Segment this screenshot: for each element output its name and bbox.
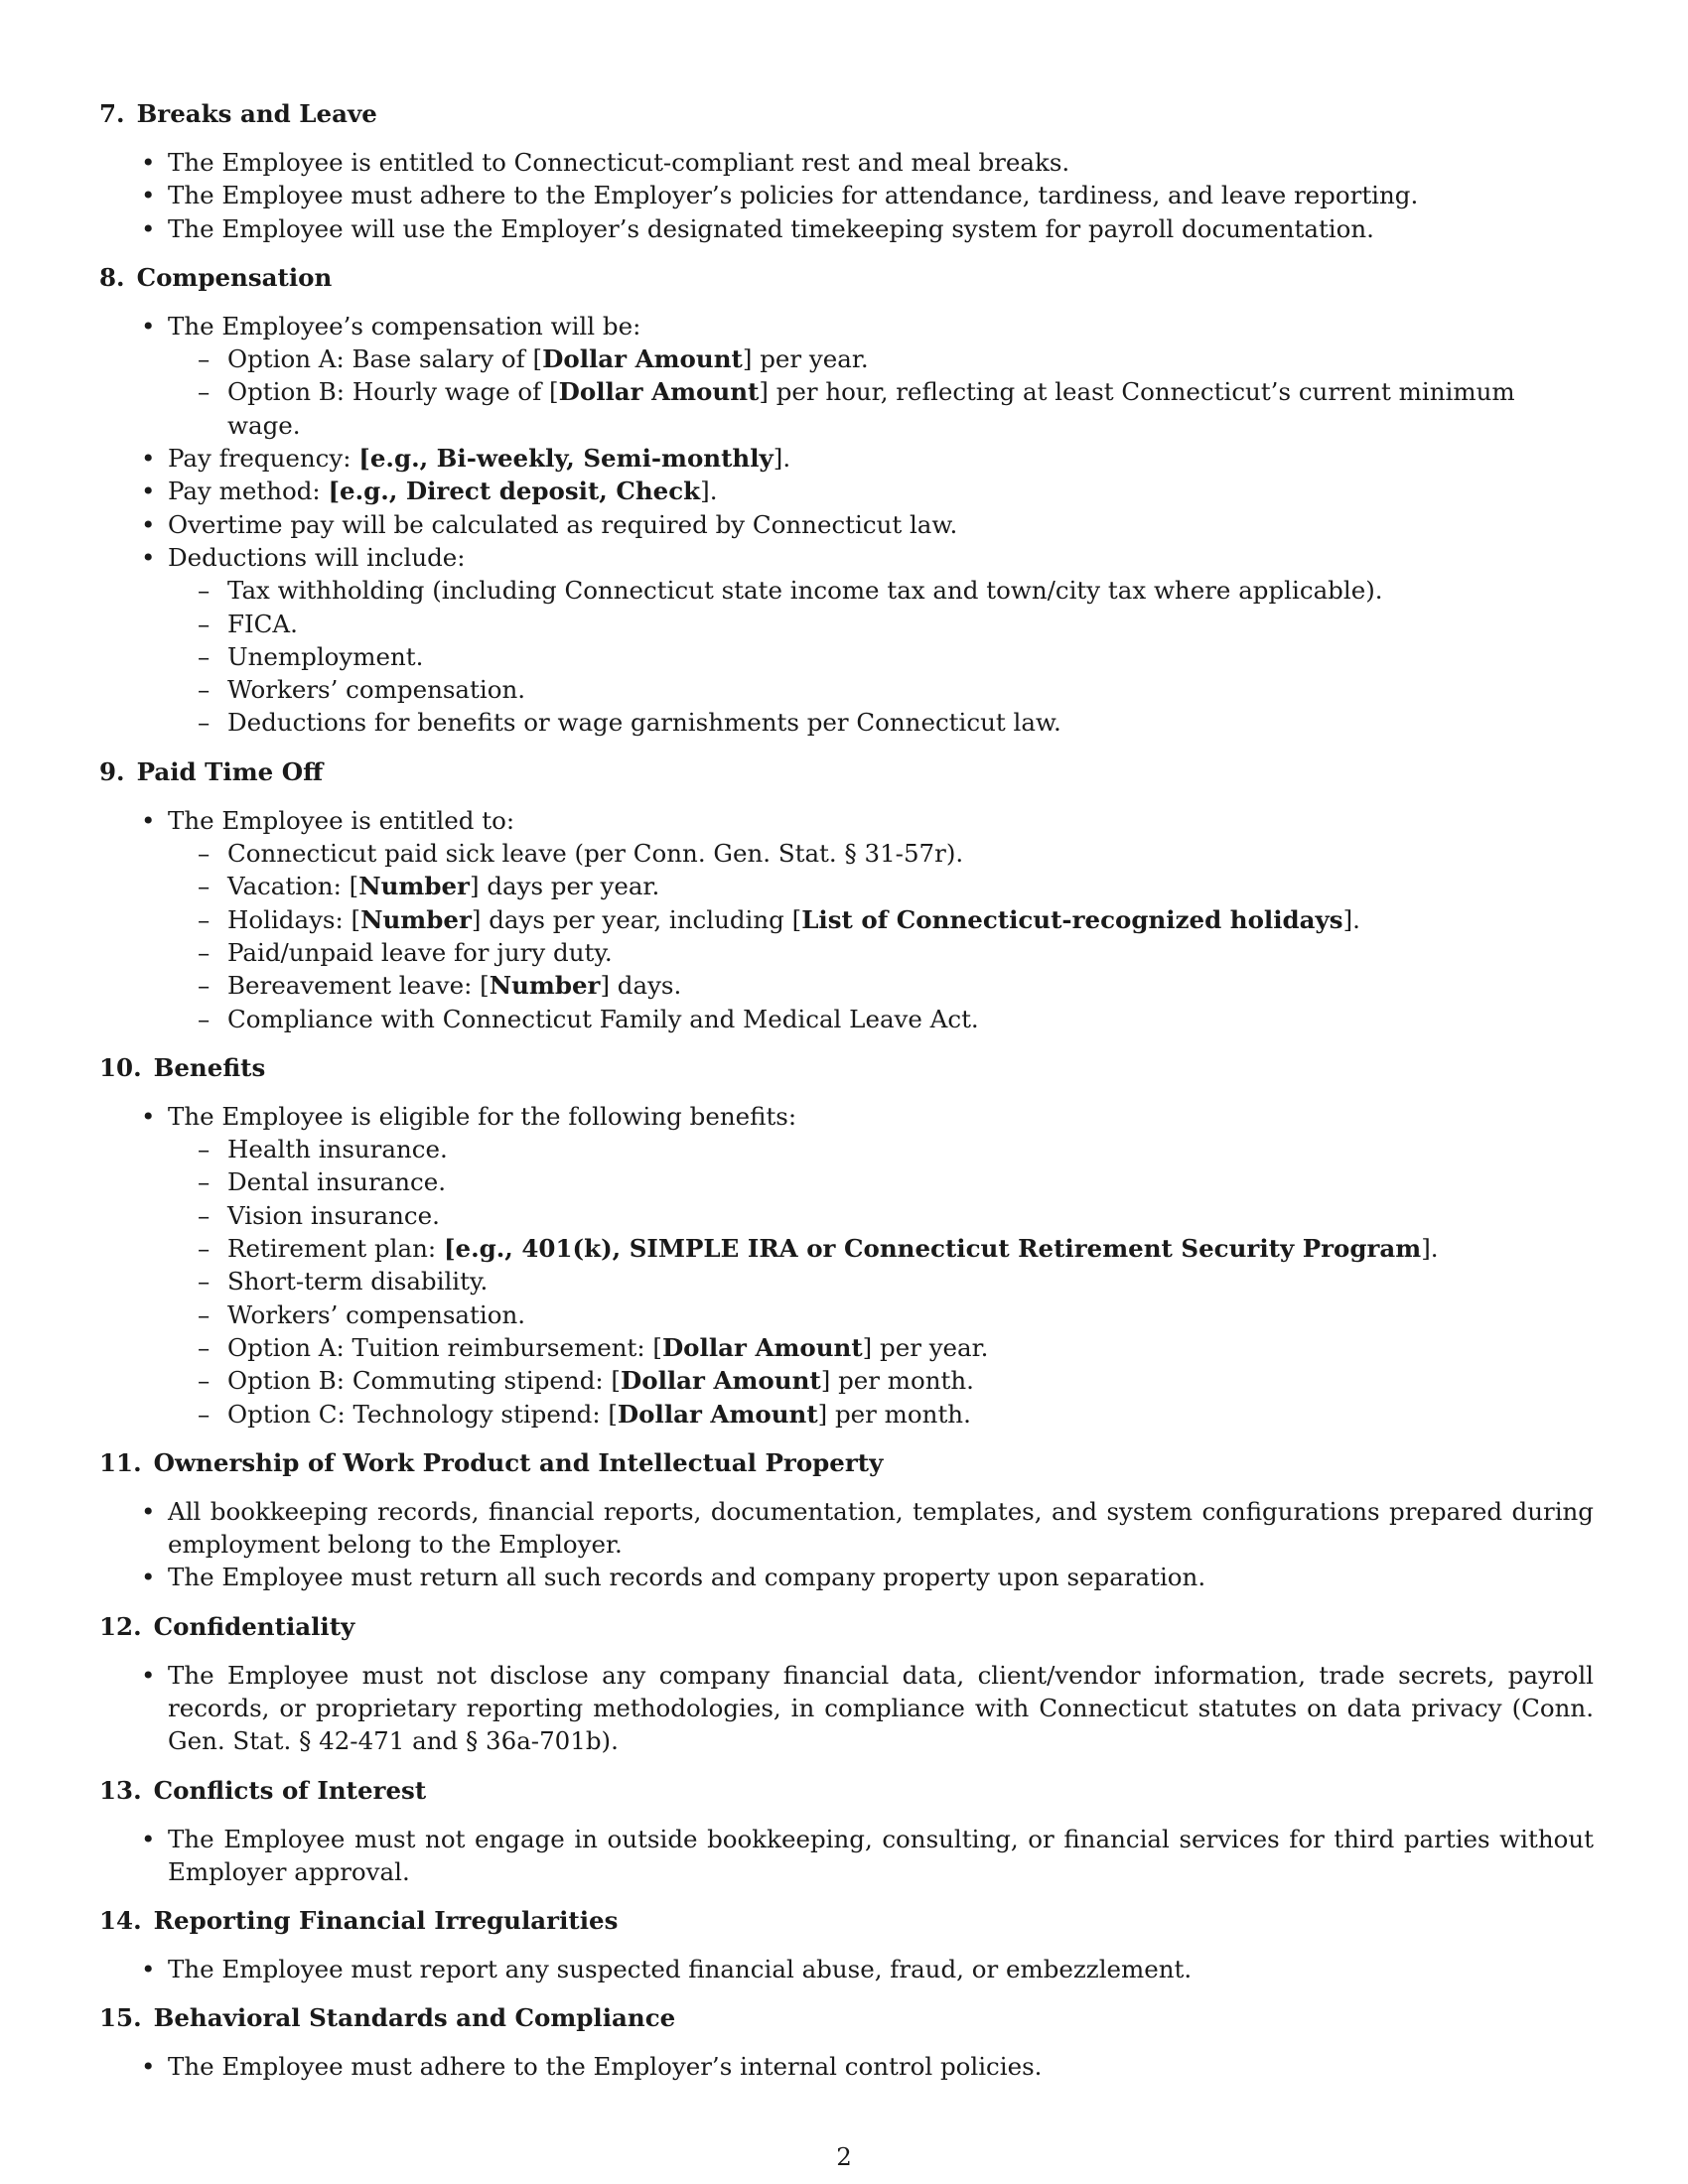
section-ownership-of-work-product: [99, 1446, 1594, 1594]
placeholder-field: Number: [360, 904, 472, 934]
sub-list-item: – Dental insurance.: [227, 1165, 1594, 1198]
text-segment: Option C: Technology stipend: [: [227, 1399, 618, 1429]
section-title: Compensation: [136, 262, 333, 292]
section-heading: [99, 97, 1594, 130]
placeholder-field: [e.g., Direct deposit, Check: [328, 477, 701, 506]
placeholder-field: Dollar Amount: [617, 1399, 818, 1429]
document-body: [99, 97, 1594, 2100]
list-item: [168, 804, 1594, 1035]
text-segment: Option B: Hourly wage of [: [227, 377, 559, 407]
list-item: • The Employee must adhere to the Employer’s internal control policies.: [168, 2050, 1594, 2083]
section-number: 11.: [99, 1447, 142, 1477]
placeholder-field: [e.g., 401(k), SIMPLE IRA or Connecticut Retirement Security Program: [443, 1234, 1422, 1264]
list-item: [168, 310, 1594, 442]
text-segment: ] days per year.: [469, 872, 660, 901]
list-item-text: The Employee is entitled to:: [168, 805, 515, 835]
list-item: • Overtime pay will be calculated as required by Connecticut law.: [168, 508, 1594, 541]
text-segment: Option B: Commuting stipend: [: [227, 1366, 621, 1396]
sub-list-item: – Connecticut paid sick leave (per Conn. Gen. Stat. § 31-57r).: [227, 837, 1594, 870]
bullet-list: [99, 804, 1594, 1035]
bullet-list: [99, 1659, 1594, 1758]
sub-list: [168, 837, 1594, 1035]
section-title: Behavioral Standards and Compliance: [153, 2003, 676, 2033]
section-title: Confidentiality: [153, 1611, 355, 1641]
list-item-text: Deductions will include:: [168, 542, 466, 572]
section-paid-time-off: [99, 755, 1594, 1035]
text-segment: Pay method:: [168, 477, 329, 506]
sub-list-item: – Deductions for benefits or wage garnishments per Connecticut law.: [227, 706, 1594, 739]
list-item: [168, 541, 1594, 740]
section-number: 12.: [99, 1611, 142, 1641]
sub-list-item: [227, 870, 1594, 902]
text-segment: Pay frequency:: [168, 444, 359, 474]
section-benefits: [99, 1051, 1594, 1431]
bullet-list: [99, 1495, 1594, 1594]
text-segment: Retirement plan:: [227, 1234, 444, 1264]
list-item: • The Employee is entitled to Connecticut-compliant rest and meal breaks.: [168, 146, 1594, 179]
section-number: 7.: [99, 99, 125, 128]
section-title: Reporting Financial Irregularities: [153, 1906, 619, 1936]
text-segment: ] days per year, including [: [471, 904, 802, 934]
section-heading: [99, 1051, 1594, 1084]
page-number: 2: [836, 2142, 852, 2171]
section-behavioral-standards: [99, 2001, 1594, 2083]
section-title: Conflicts of Interest: [153, 1775, 427, 1805]
placeholder-field: Dollar Amount: [620, 1366, 821, 1396]
text-segment: ].: [700, 477, 718, 506]
sub-list-item: – Vision insurance.: [227, 1199, 1594, 1232]
list-item: • The Employee must adhere to the Employer’s policies for attendance, tardiness, and leave reporting.: [168, 179, 1594, 211]
list-item: • The Employee must not disclose any company financial data, client/vendor information, trade secrets, payroll records, or proprietary reporting methodologies, in compliance with Connecticut statutes on data privacy (Conn. Gen. Stat. § 42-471 and § 36a-701b).: [168, 1659, 1594, 1758]
text-segment: ].: [773, 444, 791, 474]
section-heading: [99, 1610, 1594, 1643]
placeholder-field: Dollar Amount: [542, 344, 743, 374]
section-title: Ownership of Work Product and Intellectual Property: [153, 1447, 884, 1477]
list-item: [168, 1100, 1594, 1431]
sub-list-item: – Unemployment.: [227, 640, 1594, 673]
section-title: Paid Time Off: [136, 756, 324, 786]
sub-list: [168, 574, 1594, 739]
bullet-list: [99, 1953, 1594, 1985]
section-number: 9.: [99, 756, 125, 786]
section-heading: [99, 1446, 1594, 1479]
sub-list-item: – Workers’ compensation.: [227, 1298, 1594, 1331]
section-title: Breaks and Leave: [136, 99, 377, 128]
bullet-list: [99, 2050, 1594, 2083]
sub-list-item: [227, 903, 1594, 936]
placeholder-field: Number: [489, 971, 601, 1001]
section-number: 10.: [99, 1052, 142, 1082]
section-heading: [99, 2001, 1594, 2034]
section-heading: [99, 261, 1594, 294]
sub-list: [168, 342, 1594, 442]
sub-list-item: [227, 1364, 1594, 1397]
list-item: • The Employee must return all such records and company property upon separation.: [168, 1561, 1594, 1593]
text-segment: ] days.: [600, 971, 682, 1001]
section-number: 13.: [99, 1775, 142, 1805]
list-item: • The Employee must report any suspected financial abuse, fraud, or embezzlement.: [168, 1953, 1594, 1985]
sub-list-item: [227, 375, 1594, 442]
text-segment: ].: [1342, 904, 1360, 934]
section-number: 14.: [99, 1906, 142, 1936]
sub-list-item: [227, 342, 1594, 375]
sub-list-item: [227, 1232, 1594, 1265]
list-item: • The Employee must not engage in outside bookkeeping, consulting, or financial services for third parties without Employer approval.: [168, 1823, 1594, 1889]
section-conflicts-of-interest: [99, 1774, 1594, 1889]
placeholder-field: List of Connecticut-recognized holidays: [801, 904, 1343, 934]
sub-list-item: [227, 1398, 1594, 1431]
list-item-text: The Employee is eligible for the following benefits:: [168, 1101, 797, 1131]
section-heading: [99, 1904, 1594, 1937]
text-segment: ] per year.: [742, 344, 869, 374]
text-segment: ] per hour, reflecting at least Connecticut’s current minimum wage.: [227, 377, 1515, 440]
sub-list-item: [227, 1331, 1594, 1364]
placeholder-field: Dollar Amount: [661, 1332, 863, 1362]
sub-list-item: – FICA.: [227, 608, 1594, 640]
section-reporting-financial-irregularities: [99, 1904, 1594, 1985]
text-segment: ] per year.: [862, 1332, 989, 1362]
text-segment: Vacation: [: [227, 872, 359, 901]
sub-list: [168, 1133, 1594, 1431]
bullet-list: [99, 146, 1594, 245]
text-segment: Option A: Tuition reimbursement: [: [227, 1332, 662, 1362]
section-heading: [99, 755, 1594, 788]
text-segment: ] per month.: [820, 1366, 974, 1396]
placeholder-field: Number: [358, 872, 470, 901]
text-segment: Option A: Base salary of [: [227, 344, 543, 374]
list-item: • All bookkeeping records, financial reports, documentation, templates, and system configurations prepared during employment belong to the Employer.: [168, 1495, 1594, 1562]
text-segment: Bereavement leave: [: [227, 971, 490, 1001]
sub-list-item: [227, 969, 1594, 1002]
text-segment: ] per month.: [817, 1399, 971, 1429]
sub-list-item: – Compliance with Connecticut Family and Medical Leave Act.: [227, 1003, 1594, 1035]
list-item: [168, 475, 1594, 507]
section-title: Benefits: [153, 1052, 266, 1082]
list-item-text: The Employee’s compensation will be:: [168, 311, 641, 341]
section-compensation: [99, 261, 1594, 740]
section-number: 15.: [99, 2003, 142, 2033]
bullet-list: [99, 1100, 1594, 1431]
section-number: 8.: [99, 262, 125, 292]
placeholder-field: [e.g., Bi-weekly, Semi-monthly: [358, 444, 774, 474]
list-item: • The Employee will use the Employer’s designated timekeeping system for payroll documentation.: [168, 212, 1594, 245]
sub-list-item: – Workers’ compensation.: [227, 673, 1594, 706]
text-segment: ].: [1421, 1234, 1439, 1264]
section-confidentiality: [99, 1610, 1594, 1758]
list-item: [168, 442, 1594, 475]
sub-list-item: – Short-term disability.: [227, 1265, 1594, 1297]
sub-list-item: – Paid/unpaid leave for jury duty.: [227, 936, 1594, 969]
bullet-list: [99, 310, 1594, 740]
sub-list-item: – Tax withholding (including Connecticut state income tax and town/city tax where applicable).: [227, 574, 1594, 607]
section-breaks-and-leave: [99, 97, 1594, 245]
bullet-list: [99, 1823, 1594, 1889]
placeholder-field: Dollar Amount: [558, 377, 760, 407]
sub-list-item: – Health insurance.: [227, 1133, 1594, 1165]
text-segment: Holidays: [: [227, 904, 361, 934]
section-heading: [99, 1774, 1594, 1807]
